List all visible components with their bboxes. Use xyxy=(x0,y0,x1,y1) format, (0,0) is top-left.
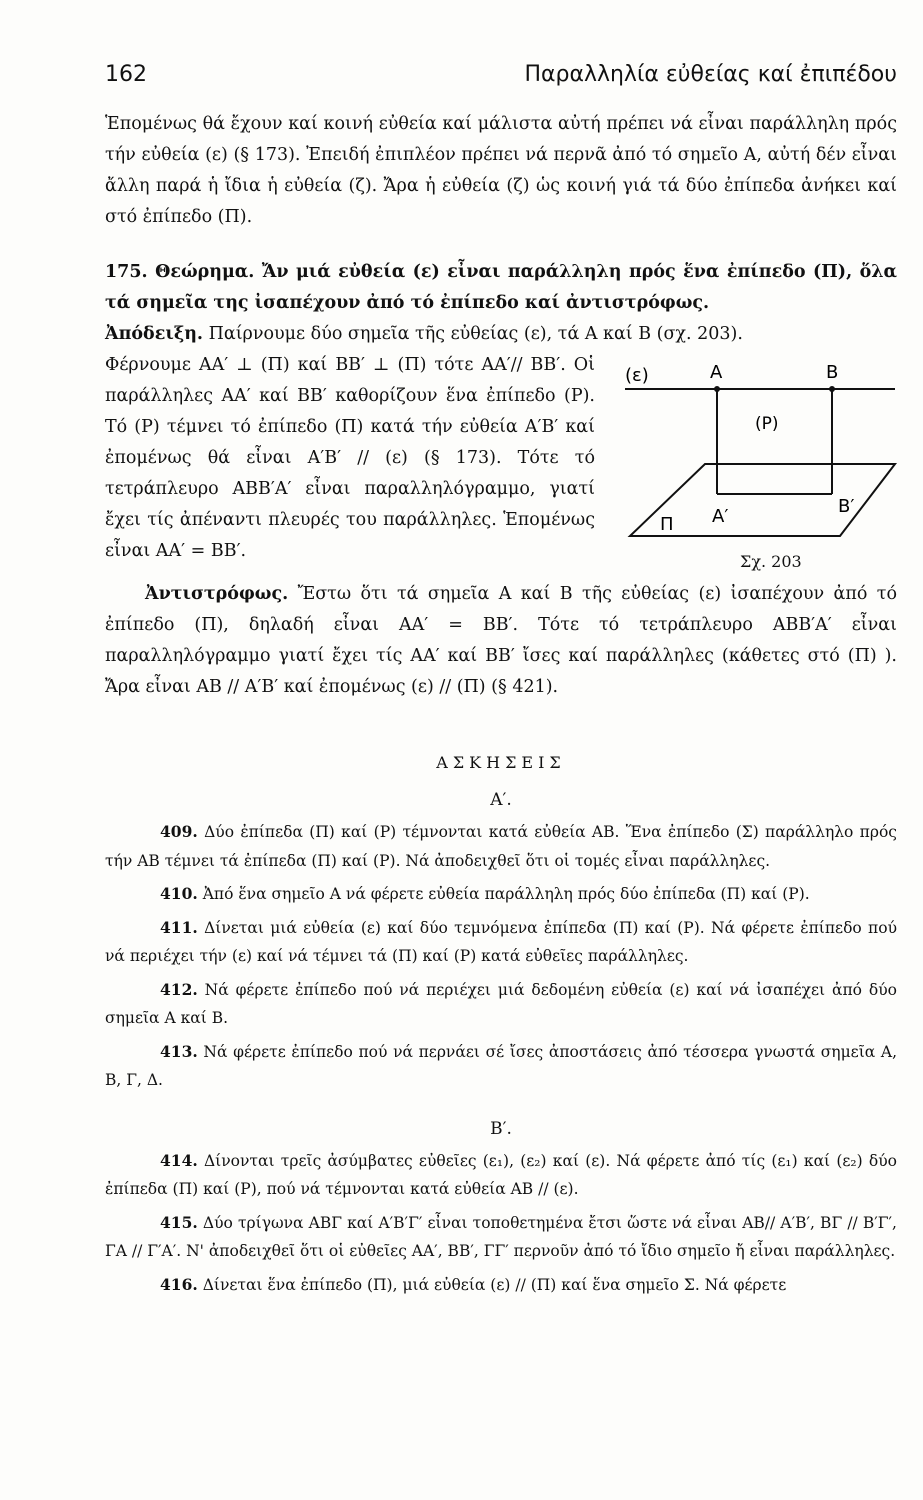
exercise-text: Δίνεται ἕνα ἐπίπεδο (Π), μιά εὐθεία (ε) // (Π) καί ἕνα σημεῖο Σ. Νά φέρετε xyxy=(202,1275,787,1294)
page-header xyxy=(105,62,897,87)
label-a-prime: Α′ xyxy=(712,506,729,527)
exercises-title: ΑΣΚΗΣΕΙΣ xyxy=(436,753,566,772)
proof-first-line xyxy=(105,319,897,350)
exercise-number: 411. xyxy=(160,917,198,937)
converse-text: Ἔστω ὅτι τά σημεῖα Α καί Β τῆς εὐθείας (ε) ἰσαπέχουν ἀπό τό ἐπίπεδο (Π), δηλαδή εἶναι ΑΑ′ = ΒΒ′. Τότε τό τετράπλευρο ΑΒΒ′Α′ εἶναι παραλληλόγραμμο γιατί ἔχει τίς ΑΑ′ καί ΒΒ′ ἴσες καί παράλληλες (κάθετες στό (Π) ). Ἄρα εἶναι ΑΒ // Α′Β′ καί ἐπομένως (ε) // (Π) (§ 421). xyxy=(105,584,897,697)
proof-section xyxy=(105,319,897,571)
exercise-number: 414. xyxy=(160,1150,198,1170)
label-b: Β xyxy=(826,362,839,383)
theorem-175 xyxy=(105,257,897,319)
page xyxy=(105,62,897,1304)
exercise-number: 410. xyxy=(160,884,198,903)
exercise-item xyxy=(105,914,897,971)
proof-first-text: Παίρνουμε δύο σημεῖα τῆς εὐθείας (ε), τά Α καί Β (σχ. 203). xyxy=(208,324,743,344)
exercise-text: Δίνεται μιά εὐθεία (ε) καί δύο τεμνόμενα ἐπίπεδα (Π) καί (Ρ). Νά φέρετε ἐπίπεδο πού νά περιέχει τήν (ε) καί νά τέμνει τά (Π) καί (Ρ) κατά εὐθεῖες παράλληλες. xyxy=(105,918,897,965)
theorem-number: 175. xyxy=(105,262,148,282)
theorem-statement: Ἄν μιά εὐθεία (ε) εἶναι παράλληλη πρός ἕνα ἐπίπεδο (Π), ὅλα τά σημεῖα της ἰσαπέχουν ἀπό τό ἐπίπεδο καί ἀντιστρόφως. xyxy=(105,262,898,313)
exercise-number: 413. xyxy=(160,1041,198,1061)
theorem-label: Θεώρημα. xyxy=(155,262,255,282)
exercises-a-list xyxy=(105,818,897,1095)
figure-diagram xyxy=(620,354,900,554)
exercise-item xyxy=(105,1271,897,1300)
converse-paragraph xyxy=(105,579,897,703)
figure-caption: Σχ. 203 xyxy=(740,552,802,571)
exercises-section-b: Β′. xyxy=(490,1118,512,1139)
exercise-item xyxy=(105,1209,897,1266)
exercise-item xyxy=(105,818,897,875)
exercise-number: 416. xyxy=(160,1274,198,1294)
label-b-prime: Β′ xyxy=(838,496,855,517)
figure-203 xyxy=(620,354,900,584)
page-number: 162 xyxy=(105,62,147,87)
exercise-text: Νά φέρετε ἐπίπεδο πού νά περνάει σέ ἴσες ἀποστάσεις ἀπό τέσσερα γνωστά σημεῖα Α, Β, Γ, Δ. xyxy=(105,1042,897,1089)
exercises-b-list xyxy=(105,1147,897,1300)
exercise-item xyxy=(105,976,897,1033)
exercise-text: Δύο τρίγωνα ΑΒΓ καί Α′Β′Γ′ εἶναι τοποθετημένα ἔτσι ὥστε νά εἶναι ΑΒ// Α′Β′, ΒΓ // Β′Γ′, ΓΑ // Γ′Α′. Ν' ἀποδειχθεῖ ὅτι οἱ εὐθεῖες ΑΑ′, ΒΒ′, ΓΓ′ περνοῦν ἀπό τό ἴδιο σημεῖο ἤ εἶναι παράλληλες. xyxy=(105,1213,897,1260)
proof-label: Ἀπόδειξη. xyxy=(105,324,204,344)
exercise-item xyxy=(105,1147,897,1204)
exercise-item xyxy=(105,880,897,909)
intro-paragraph: Ἑπομένως θά ἔχουν καί κοινή εὐθεία καί μάλιστα αὐτή πρέπει νά εἶναι παράλληλη πρός τήν εὐθεία (ε) (§ 173). Ἐπειδή ἐπιπλέον πρέπει νά περνᾶ ἀπό τό σημεῖο Α, αὐτή δέν εἶναι ἄλλη παρά ἡ ἴδια ἡ εὐθεία (ζ). Ἄρα ἡ εὐθεία (ζ) ὡς κοινή γιά τά δύο ἐπίπεδα ἀνήκει καί στό ἐπίπεδο (Π). xyxy=(105,114,897,227)
exercises-section-a: Α′. xyxy=(490,790,512,810)
exercise-text: Νά φέρετε ἐπίπεδο πού νά περιέχει μιά δεδομένη εὐθεία (ε) καί νά ἰσαπέχει ἀπό δύο σημεῖα Α καί Β. xyxy=(105,980,897,1027)
label-pi: Π xyxy=(660,514,674,535)
label-p: (Ρ) xyxy=(755,414,779,434)
running-title: Παραλληλία εὐθείας καί ἐπιπέδου xyxy=(524,62,897,87)
exercise-number: 412. xyxy=(160,979,198,999)
exercise-item xyxy=(105,1038,897,1095)
label-e: (ε) xyxy=(625,365,649,386)
proof-body: Φέρνουμε ΑΑ′ ⊥ (Π) καί ΒΒ′ ⊥ (Π) τότε ΑΑ′// ΒΒ′. Οἱ παράλληλες ΑΑ′ καί ΒΒ′ καθορίζουν ἕνα ἐπίπεδο (Ρ). Τό (Ρ) τέμνει τό ἐπίπεδο (Π) κατά τήν εὐθεία Α′Β′ καί ἐπομένως θά εἶναι Α′Β′ // (ε) (§ 173). Τότε τό τετράπλευρο ΑΒΒ′Α′ εἶναι παραλληλόγραμμο, γιατί ἔχει τίς ἀπέναντι πλευρές του παράλληλες. Ἑπομένως εἶναι ΑΑ′ = ΒΒ′. xyxy=(105,355,595,561)
exercise-text: Δίνονται τρεῖς ἀσύμβατες εὐθεῖες (ε₁), (ε₂) καί (ε). Νά φέρετε ἀπό τίς (ε₁) καί (ε₂) δύο ἐπίπεδα (Π) καί (Ρ), πού νά τέμνονται κατά εὐθεία ΑΒ // (ε). xyxy=(105,1151,897,1198)
exercise-text: Ἀπό ἕνα σημεῖο Α νά φέρετε εὐθεία παράλληλη πρός δύο ἐπίπεδα (Π) καί (Ρ). xyxy=(202,885,810,903)
exercise-number: 415. xyxy=(160,1212,198,1232)
converse-label: Ἀντιστρόφως. xyxy=(145,584,289,604)
label-a: Α xyxy=(710,362,723,383)
exercise-text: Δύο ἐπίπεδα (Π) καί (Ρ) τέμνονται κατά εὐθεία ΑΒ. Ἕνα ἐπίπεδο (Σ) παράλληλο πρός τήν ΑΒ τέμνει τά ἐπίπεδα (Π) καί (Ρ). Νά ἀποδειχθεῖ ὅτι οἱ τομές εἶναι παράλληλες. xyxy=(105,823,897,870)
exercise-number: 409. xyxy=(160,822,198,841)
